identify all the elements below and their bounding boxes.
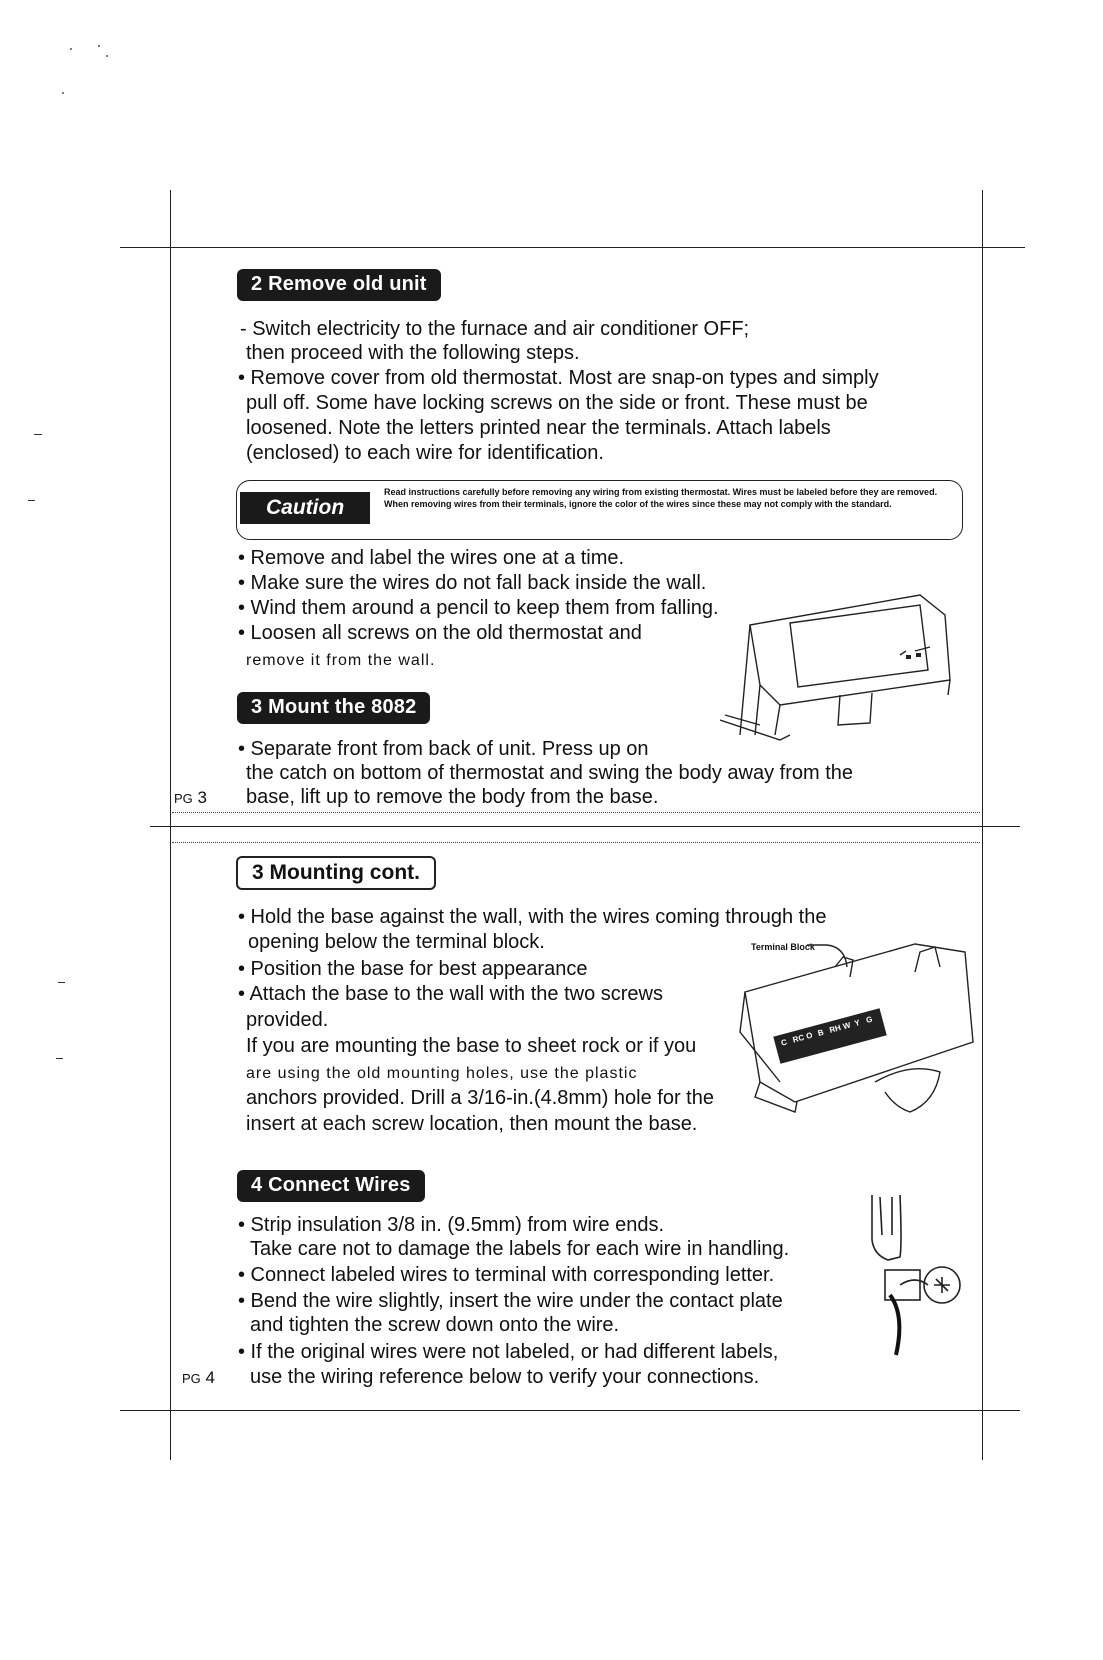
remove-step: remove it from the wall.: [246, 652, 436, 669]
remove-line: • Remove cover from old thermostat. Most are snap-on types and simply: [238, 367, 879, 389]
mounting-line: anchors provided. Drill a 3/16-in.(4.8mm) hole for the: [246, 1087, 714, 1109]
mounting-line: • Hold the base against the wall, with the wires coming through the: [238, 906, 827, 928]
terminal-letter-g: G: [865, 1014, 874, 1025]
mounting-line: are using the old mounting holes, use the plastic: [246, 1065, 638, 1082]
remove-old-unit-heading: 2 Remove old unit: [237, 269, 441, 301]
mount-line: the catch on bottom of thermostat and swing the body away from the: [246, 762, 854, 784]
connect-wires-heading: 4 Connect Wires: [237, 1170, 425, 1202]
mount-line: • Separate front from back of unit. Press up on: [238, 738, 649, 760]
connect-line: use the wiring reference below to verify your connections.: [250, 1366, 760, 1388]
remove-line: loosened. Note the letters printed near the terminals. Attach labels: [246, 417, 831, 439]
remove-line: pull off. Some have locking screws on the side or front. These must be: [246, 392, 868, 414]
top-cut-line: [120, 247, 1025, 248]
remove-step: • Make sure the wires do not fall back inside the wall.: [238, 572, 707, 594]
caution-text: Read instructions carefully before removing any wiring from existing thermostat. Wires must be labeled before they are removed. When removing wires from their terminals, ignore the color of the wires since these may not comply with the standard.: [384, 487, 938, 509]
page-label-4: PG 4: [182, 1368, 215, 1387]
mounting-line: • Position the base for best appearance: [238, 958, 588, 980]
mounting-line: provided.: [246, 1009, 329, 1031]
terminal-block-illustration: [735, 932, 980, 1122]
terminal-letter-rc: RC: [791, 1032, 806, 1045]
terminal-letter-b: B: [816, 1027, 825, 1038]
scan-speck: [98, 45, 100, 47]
terminal-letter-w: W: [841, 1020, 852, 1032]
scan-mark: [34, 434, 42, 435]
fold-line-2: [172, 842, 980, 843]
scan-mark: [56, 1058, 63, 1059]
bottom-cut-line: [120, 1410, 1020, 1411]
scan-speck: [62, 92, 64, 94]
middle-cut-line: [150, 826, 1020, 827]
connect-line: • If the original wires were not labeled, or had different labels,: [238, 1341, 779, 1363]
mount-heading: 3 Mount the 8082: [237, 692, 430, 724]
mounting-line: If you are mounting the base to sheet rock or if you: [246, 1035, 697, 1057]
connect-line: • Bend the wire slightly, insert the wire under the contact plate: [238, 1290, 783, 1312]
connect-line: • Strip insulation 3/8 in. (9.5mm) from wire ends.: [238, 1214, 665, 1236]
remove-step: • Wind them around a pencil to keep them from falling.: [238, 597, 719, 619]
remove-step: • Remove and label the wires one at a time.: [238, 547, 625, 569]
old-thermostat-illustration: [720, 585, 965, 745]
caution-label: Caution: [240, 492, 370, 524]
terminal-letter-o: O: [805, 1030, 814, 1041]
terminal-block-label: Terminal Block: [751, 942, 815, 952]
scan-speck: [106, 55, 108, 57]
connect-line: Take care not to damage the labels for each wire in handling.: [250, 1238, 790, 1260]
remove-line: (enclosed) to each wire for identification.: [246, 442, 604, 464]
remove-line: - Switch electricity to the furnace and air conditioner OFF;: [240, 318, 750, 340]
connect-line: • Connect labeled wires to terminal with corresponding letter.: [238, 1264, 775, 1286]
mounting-line: • Attach the base to the wall with the two screws: [238, 983, 663, 1005]
scan-mark: [28, 500, 35, 501]
connect-line: and tighten the screw down onto the wire.: [250, 1314, 620, 1336]
mounting-line: insert at each screw location, then mount the base.: [246, 1113, 698, 1135]
scan-speck: [70, 48, 72, 50]
left-margin-line: [170, 190, 171, 1460]
mounting-line: opening below the terminal block.: [248, 931, 545, 953]
terminal-letter-rh: RH: [828, 1023, 842, 1035]
scan-mark: [58, 982, 65, 983]
wire-screw-illustration: [860, 1185, 985, 1360]
terminal-letter-y: Y: [853, 1017, 861, 1029]
remove-step: • Loosen all screws on the old thermostat and: [238, 622, 642, 644]
mount-line: base, lift up to remove the body from the base.: [246, 786, 659, 808]
fold-line-1: [172, 812, 980, 813]
terminal-letter-c: C: [780, 1037, 788, 1048]
mounting-cont-heading: 3 Mounting cont.: [236, 856, 436, 890]
page-label-3: PG 3: [174, 788, 207, 807]
remove-line: then proceed with the following steps.: [246, 342, 580, 364]
